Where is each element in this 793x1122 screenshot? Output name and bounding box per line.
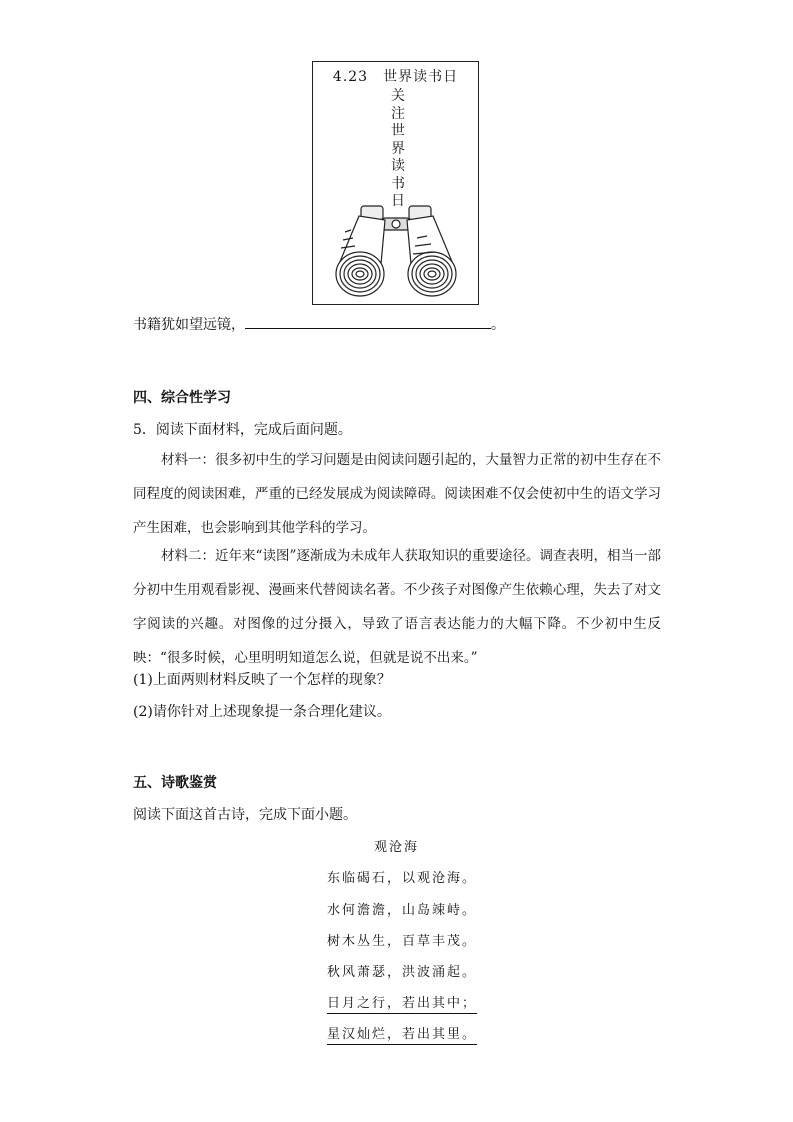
- poem-line: 东临碣石，以观沧海。: [327, 871, 478, 886]
- poster-title: 4.23 世界读书日: [332, 69, 459, 85]
- material-two: 材料二：近年来“读图”逐渐成为未成年人获取知识的重要途径。调查表明，相当一部分初中生用观看影视、漫画来代替阅读名著。不少孩子对图像产生依赖心理，失去了对文字阅读的兴趣。对图像的过分摄入，导致了语言表达能力的大幅下降。不少初中生反映：“很多时候，心里明明知道怎么说，但就是说不出来。”: [133, 548, 661, 666]
- telescope-suffix: 。: [491, 317, 505, 333]
- sub-question-2: (2)请你针对上述现象提一条合理化建议。: [133, 704, 391, 720]
- underlined-text: 日月之行，若出其中；: [327, 996, 477, 1014]
- poem-line-underlined: [327, 992, 477, 1011]
- material-one: 材料一：很多初中生的学习问题是由阅读问题引起的，大量智力正常的初中生存在不同程度的阅读困难，严重的已经发展成为阅读障碍。阅读困难不仅会使初中生的语文学习产生困难，也会影响到其他学科的学习。: [133, 452, 661, 536]
- telescope-question: [133, 314, 505, 335]
- world-book-day-poster: [312, 61, 479, 305]
- binoculars-icon: [331, 202, 461, 302]
- poem-line: 树木丛生，百草丰茂。: [327, 934, 478, 949]
- telescope-prefix: 书籍犹如望远镜，: [133, 317, 245, 333]
- poem-line-underlined: [327, 1023, 477, 1042]
- poem-line: 水何澹澹，山岛竦峙。: [327, 903, 478, 918]
- poem-title: 观沧海: [374, 840, 420, 855]
- section4-question: 5．阅读下面材料，完成后面问题。: [133, 422, 352, 438]
- underlined-text: 星汉灿烂，若出其里。: [327, 1027, 477, 1045]
- poster-vertical-text: 关注世界读书日: [391, 88, 405, 209]
- section5-instruction: 阅读下面这首古诗，完成下面小题。: [133, 807, 357, 823]
- sub-question-1: (1)上面两则材料反映了一个怎样的现象？: [133, 672, 391, 688]
- section4-heading: 四、综合性学习: [133, 390, 231, 406]
- section5-heading: 五、诗歌鉴赏: [133, 775, 217, 791]
- poem-line: 秋风萧瑟，洪波涌起。: [327, 965, 478, 980]
- answer-blank[interactable]: [245, 314, 491, 329]
